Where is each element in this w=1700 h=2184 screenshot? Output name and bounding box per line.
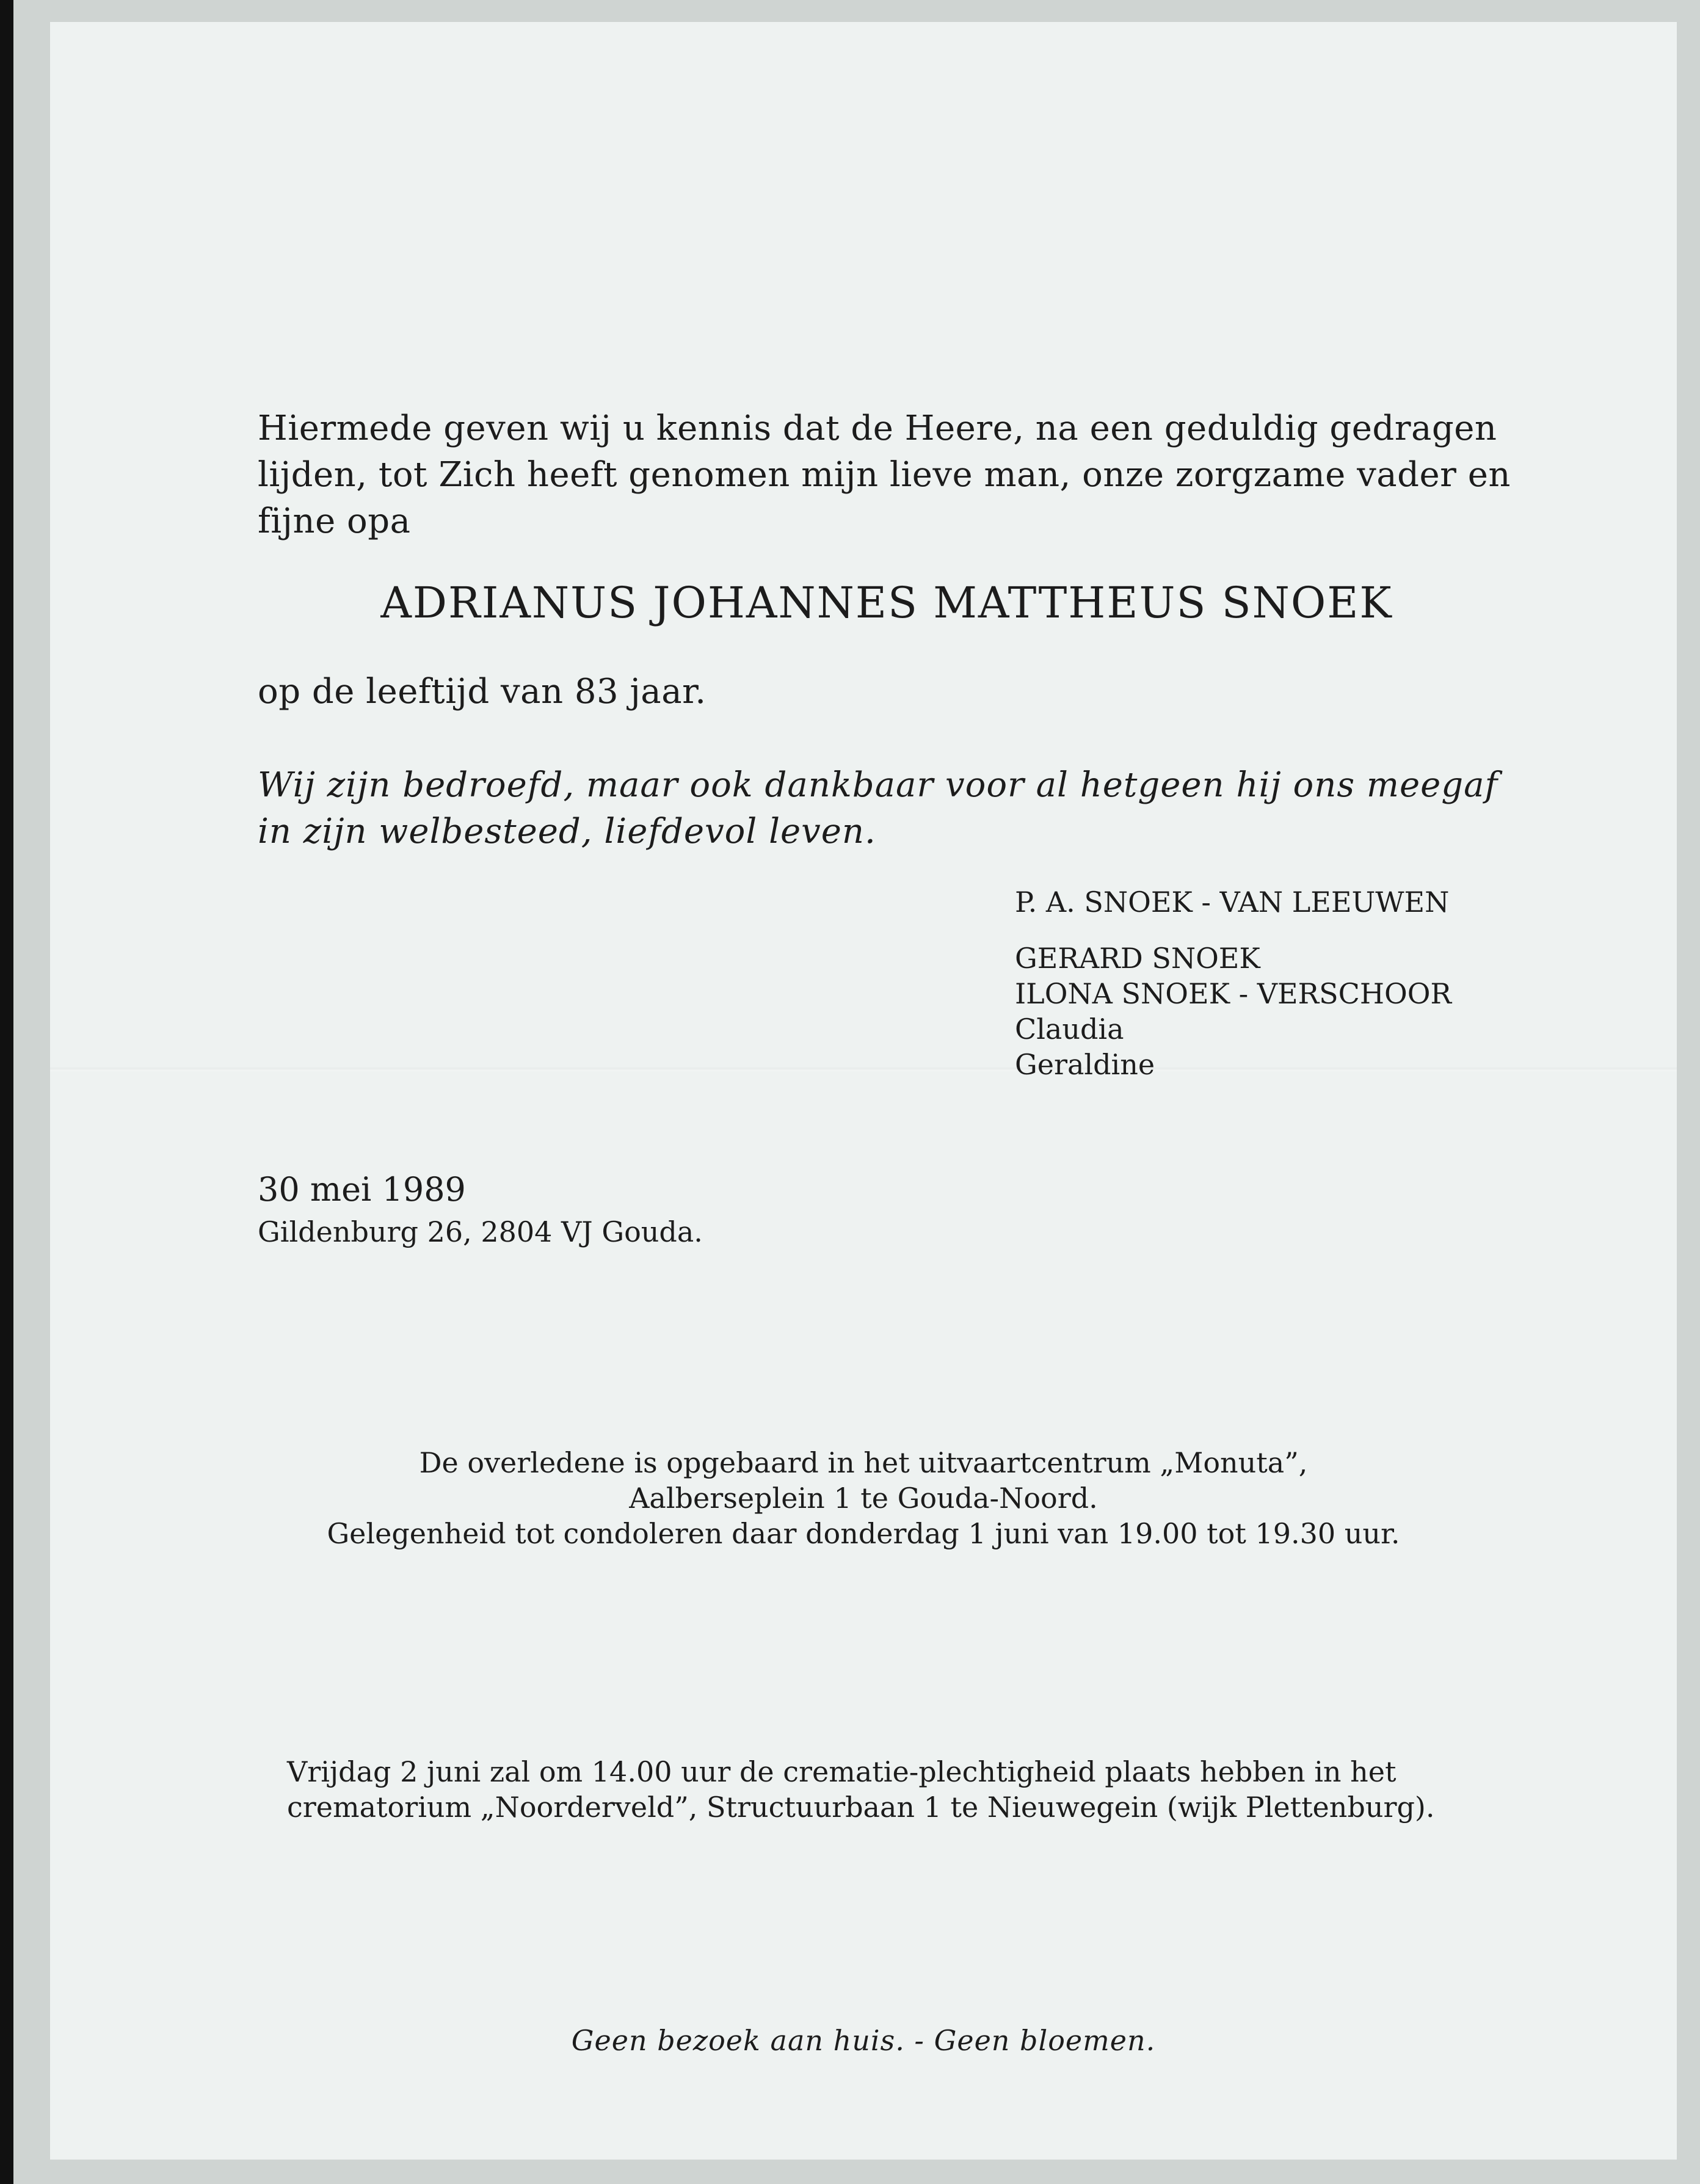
signer-family-member: GERARD SNOEK <box>1015 942 1260 975</box>
deceased-name: ADRIANUS JOHANNES MATTHEUS SNOEK <box>380 578 1393 628</box>
signer-family-member: ILONA SNOEK - VERSCHOOR <box>1015 977 1452 1010</box>
cremation-information <box>287 1754 1435 1825</box>
cremation-line: crematorium „Noorderveld”, Structuurbaan 1 te Nieuwegein (wijk Plettenburg). <box>287 1791 1435 1824</box>
signers-spacer <box>1015 920 1451 941</box>
cremation-line: Vrijdag 2 juni zal om 14.00 uur de crematie-plechtigheid plaats hebben in het <box>287 1755 1397 1788</box>
intro-paragraph <box>258 406 1511 545</box>
death-notice-card <box>50 22 1677 2160</box>
quote-line: in zijn welbesteed, liefdevol leven. <box>258 812 876 851</box>
signers-block <box>1015 884 1451 1082</box>
quote-line: Wij zijn bedroefd, maar ook dankbaar voor al hetgeen hij ons meegaf <box>258 765 1498 805</box>
viewing-line: De overledene is opgebaard in het uitvaartcentrum „Monuta”, <box>419 1446 1308 1479</box>
intro-line: lijden, tot Zich heeft genomen mijn lieve man, onze zorgzame vader en <box>258 455 1511 495</box>
viewing-line: Gelegenheid tot condoleren daar donderdag 1 juni van 19.00 tot 19.30 uur. <box>327 1517 1400 1550</box>
intro-line: fijne opa <box>258 501 411 541</box>
viewing-line: Aalberseplein 1 te Gouda-Noord. <box>629 1482 1098 1515</box>
notice-date: 30 mei 1989 <box>258 1170 466 1209</box>
signer-family-member: Claudia <box>1015 1013 1124 1046</box>
age-line: op de leeftijd van 83 jaar. <box>258 672 707 712</box>
signer-spouse: P. A. SNOEK - VAN LEEUWEN <box>1015 886 1450 919</box>
intro-line: Hiermede geven wij u kennis dat de Heere, na een geduldig gedragen <box>258 409 1497 448</box>
footer-note: Geen bezoek aan huis. - Geen bloemen. <box>571 2024 1156 2057</box>
signer-family-member: Geraldine <box>1015 1048 1155 1081</box>
viewing-information <box>50 1445 1677 1551</box>
memorial-quote <box>258 762 1498 855</box>
family-address: Gildenburg 26, 2804 VJ Gouda. <box>258 1215 703 1248</box>
